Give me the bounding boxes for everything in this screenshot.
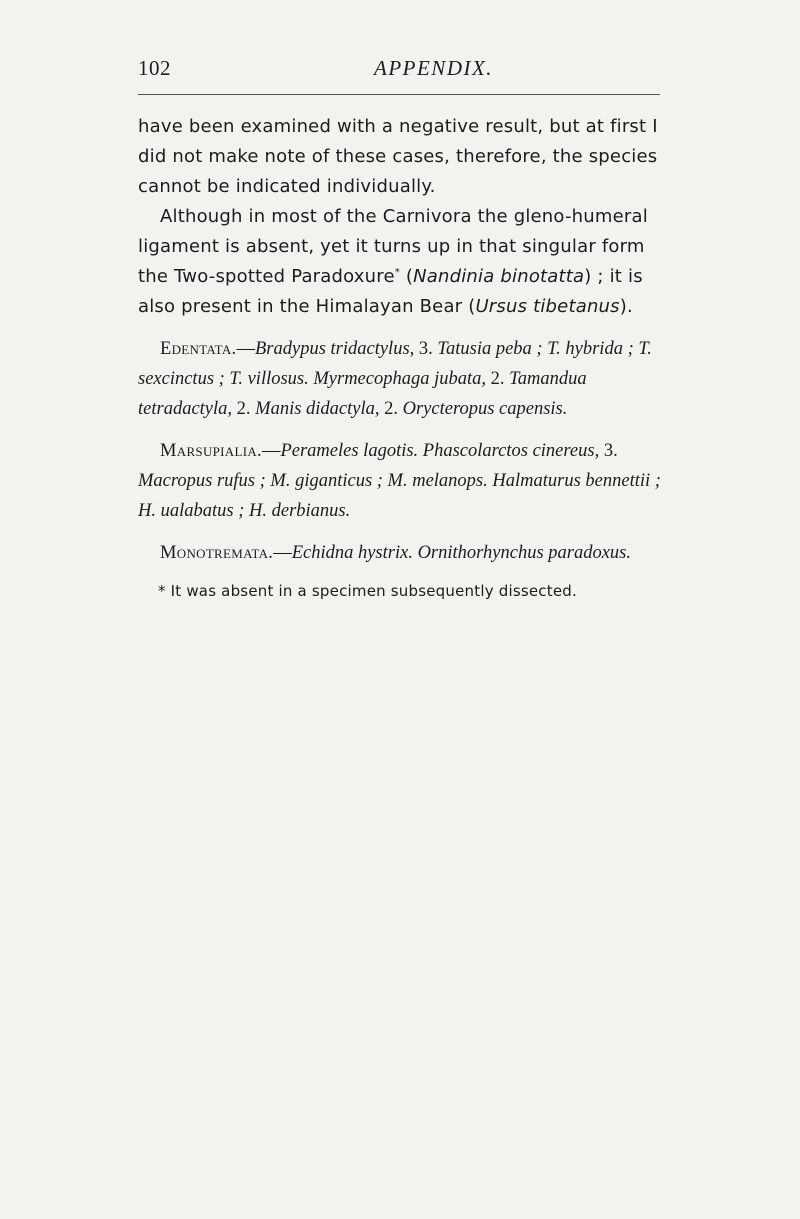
paragraph-text: Although in most of the Carnivora the gleno-humeral ligament is absent, yet it turns up in that singular form the Two-spotted Paradoxure: [138, 206, 648, 287]
paragraph-text: have been examined with a negative result, but at first I did not make note of these cases, therefore, the species cannot be indicated individually.: [138, 116, 658, 197]
paragraph-text: (: [399, 266, 414, 287]
paragraph-text: ).: [619, 296, 633, 317]
dash: —: [261, 441, 281, 461]
footnote: [138, 582, 670, 600]
species-list: Macropus rufus ; M. giganticus ; M. melanops. Halmaturus bennettii ; H. ualabatus ; H. derbianus.: [138, 471, 661, 521]
count: 2.: [486, 369, 510, 389]
paragraph-continued: [138, 112, 670, 202]
species-list: Orycteropus capensis.: [402, 399, 568, 419]
page-header: [138, 56, 660, 86]
count: 3.: [414, 339, 438, 359]
running-head: APPENDIX.: [374, 56, 494, 80]
paragraph-carnivora: [138, 202, 670, 322]
count: 2.: [379, 399, 403, 419]
page-number: 102: [138, 56, 171, 80]
order-label: Edentata.: [160, 339, 237, 359]
header-rule: [138, 94, 660, 95]
paragraph-monotremata: [138, 538, 670, 568]
paragraph-edentata: [138, 334, 670, 424]
paragraph-text: ) ; it is also present in the Himalayan Bear (: [138, 266, 643, 317]
order-label: Monotremata.: [160, 543, 274, 563]
count: 2.: [232, 399, 256, 419]
species-list: Echidna hystrix. Ornithorhynchus paradoxus.: [291, 543, 632, 563]
species-list: Bradypus tridactylus,: [254, 339, 415, 359]
footnote-text: It was absent in a specimen subsequently dissected.: [165, 582, 577, 600]
paragraph-marsupialia: [138, 436, 670, 526]
species-list: Tatusia peba ; T. hybrida ; T. sexcinctus ; T. villosus. Myrmecophaga jubata,: [138, 339, 652, 389]
order-label: Marsupialia.: [160, 441, 262, 461]
species-name: Nandinia binotatta: [413, 266, 585, 287]
dash: —: [273, 543, 292, 563]
dash: —: [236, 339, 255, 359]
count: 3.: [599, 441, 618, 461]
footnote-mark: *: [158, 582, 166, 600]
species-name: Ursus tibetanus: [475, 296, 620, 317]
species-list: Tamandua tetradactyla,: [138, 369, 587, 419]
footnote-reference: *: [394, 267, 400, 278]
species-list: Perameles lagotis. Phascolarctos cinereus,: [280, 441, 600, 461]
species-list: Manis didactyla,: [255, 399, 380, 419]
body-text: [138, 112, 670, 600]
